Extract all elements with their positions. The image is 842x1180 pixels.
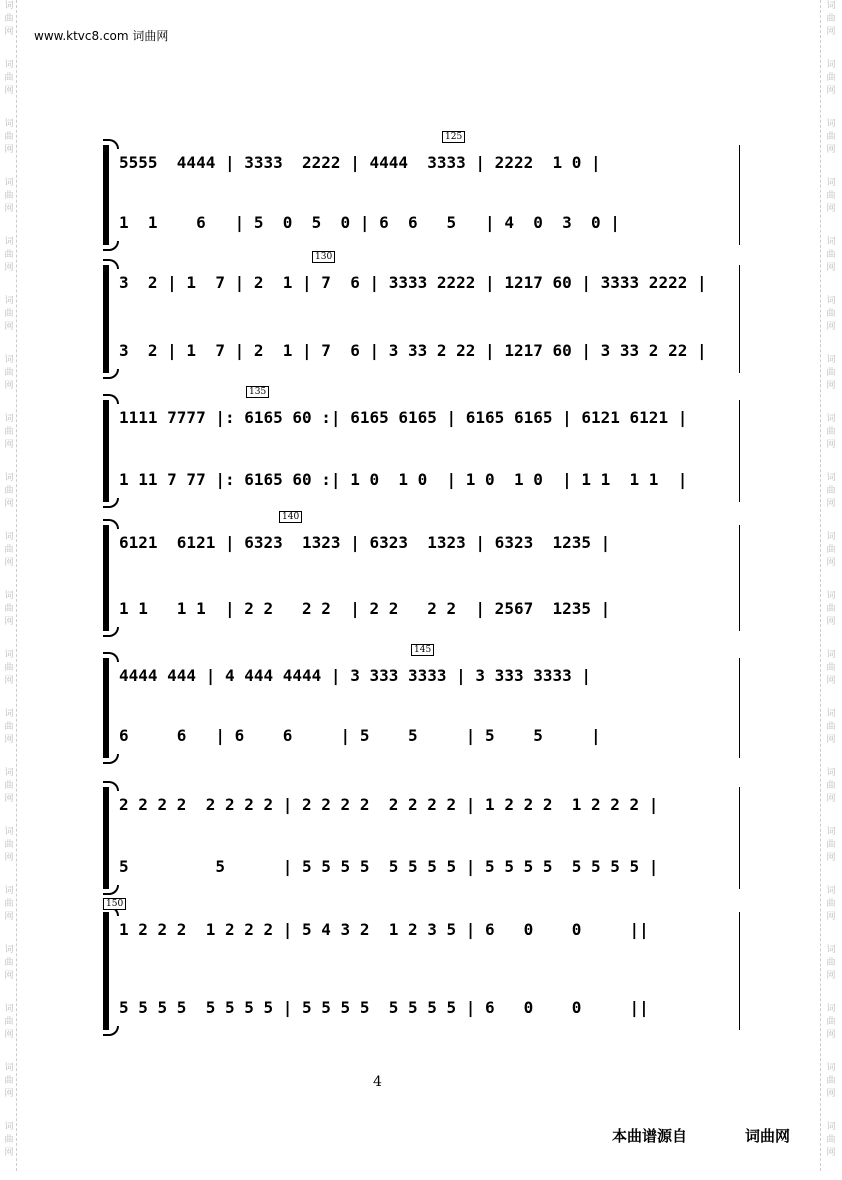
watermark-glyph: 曲 <box>4 132 14 142</box>
watermark-glyph: 曲 <box>826 781 836 791</box>
left-margin-line <box>16 0 17 1171</box>
watermark-glyph: 词 <box>826 827 836 837</box>
score-system <box>103 512 743 631</box>
measure-number: 125 <box>442 131 465 143</box>
watermark-spacer <box>824 747 838 767</box>
watermark-glyph: 词 <box>4 414 14 424</box>
watermark-glyph: 曲 <box>4 191 14 201</box>
watermark-glyph: 网 <box>4 27 14 37</box>
watermark-glyph: 曲 <box>826 1076 836 1086</box>
watermark-spacer <box>824 806 838 826</box>
watermark-glyph: 网 <box>4 204 14 214</box>
watermark-spacer <box>824 865 838 885</box>
upper-staff-notes: 1 2 2 2 1 2 2 2 | 5 4 3 2 1 2 3 5 | 6 0 0 || <box>119 919 649 939</box>
watermark-spacer <box>2 1101 16 1121</box>
score-system <box>103 252 743 373</box>
watermark-glyph: 网 <box>4 440 14 450</box>
watermark-spacer <box>824 98 838 118</box>
watermark-glyph: 曲 <box>826 132 836 142</box>
watermark-glyph: 网 <box>4 1089 14 1099</box>
watermark-glyph: 网 <box>826 794 836 804</box>
watermark-glyph: 曲 <box>826 427 836 437</box>
watermark-spacer <box>2 216 16 236</box>
watermark-glyph: 网 <box>826 1089 836 1099</box>
lower-staff-notes: 5 5 | 5 5 5 5 5 5 5 5 | 5 5 5 5 5 5 5 5 | <box>119 856 659 876</box>
measure-number: 140 <box>279 511 302 523</box>
watermark-glyph: 网 <box>826 86 836 96</box>
system-bracket <box>103 145 109 245</box>
watermark-glyph: 曲 <box>826 309 836 319</box>
watermark-spacer <box>824 924 838 944</box>
watermark-glyph: 词 <box>826 296 836 306</box>
watermark-glyph: 曲 <box>826 486 836 496</box>
watermark-glyph: 曲 <box>4 1017 14 1027</box>
watermark-spacer <box>824 1101 838 1121</box>
watermark-glyph: 网 <box>4 1030 14 1040</box>
watermark-glyph: 网 <box>826 145 836 155</box>
source-name[interactable]: 词曲网 <box>745 1127 791 1145</box>
lower-staff <box>119 851 743 881</box>
upper-staff <box>119 660 743 690</box>
lower-staff-notes: 1 1 6 | 5 0 5 0 | 6 6 5 | 4 0 3 0 | <box>119 212 620 232</box>
watermark-glyph: 词 <box>4 237 14 247</box>
watermark-glyph: 曲 <box>4 958 14 968</box>
watermark-glyph: 曲 <box>826 958 836 968</box>
watermark-spacer <box>2 452 16 472</box>
watermark-glyph: 词 <box>826 1 836 11</box>
source-credit <box>612 1125 790 1146</box>
watermark-glyph: 网 <box>826 381 836 391</box>
watermark-spacer <box>824 511 838 531</box>
watermark-glyph: 词 <box>826 1004 836 1014</box>
score-system <box>103 132 743 245</box>
lower-staff <box>119 720 743 750</box>
lower-staff-notes: 5 5 5 5 5 5 5 5 | 5 5 5 5 5 5 5 5 | 6 0 0 || <box>119 997 649 1017</box>
watermark-glyph: 词 <box>4 1004 14 1014</box>
watermark-glyph: 词 <box>4 650 14 660</box>
watermark-glyph: 词 <box>826 591 836 601</box>
watermark-glyph: 曲 <box>826 840 836 850</box>
lower-staff-notes: 3 2 | 1 7 | 2 1 | 7 6 | 3 33 2 22 | 1217 60 | 3 33 2 22 | <box>119 340 707 360</box>
watermark-spacer <box>824 216 838 236</box>
upper-staff <box>119 914 743 944</box>
watermark-glyph: 网 <box>826 676 836 686</box>
watermark-spacer <box>2 688 16 708</box>
watermark-glyph: 词 <box>4 119 14 129</box>
upper-staff <box>119 402 743 432</box>
watermark-glyph: 网 <box>826 440 836 450</box>
watermark-glyph: 网 <box>826 558 836 568</box>
watermark-glyph: 网 <box>826 853 836 863</box>
watermark-glyph: 词 <box>826 178 836 188</box>
watermark-spacer <box>824 157 838 177</box>
end-barline <box>739 912 740 1030</box>
upper-staff-notes: 6121 6121 | 6323 1323 | 6323 1323 | 6323 1235 | <box>119 532 611 552</box>
watermark-glyph: 词 <box>4 709 14 719</box>
watermark-glyph: 词 <box>4 591 14 601</box>
lower-staff-notes: 1 1 1 1 | 2 2 2 2 | 2 2 2 2 | 2567 1235 | <box>119 598 611 618</box>
watermark-glyph: 曲 <box>826 604 836 614</box>
watermark-glyph: 词 <box>4 60 14 70</box>
watermark-glyph: 词 <box>4 945 14 955</box>
watermark-glyph: 词 <box>4 1063 14 1073</box>
watermark-spacer <box>2 157 16 177</box>
watermark-glyph: 词 <box>826 414 836 424</box>
source-label: 本曲谱源自 <box>612 1127 688 1145</box>
watermark-glyph: 网 <box>4 735 14 745</box>
watermark-glyph: 曲 <box>4 722 14 732</box>
watermark-glyph: 曲 <box>4 427 14 437</box>
watermark-spacer <box>824 39 838 59</box>
watermark-glyph: 曲 <box>826 368 836 378</box>
lower-staff <box>119 992 743 1022</box>
measure-number: 135 <box>246 386 269 398</box>
watermark-glyph: 词 <box>4 355 14 365</box>
system-bracket <box>103 912 109 1030</box>
lower-staff-notes: 1 11 7 77 |: 6165 60 :| 1 0 1 0 | 1 0 1 0 | 1 1 1 1 | <box>119 469 688 489</box>
watermark-glyph: 词 <box>826 60 836 70</box>
watermark-glyph: 词 <box>826 709 836 719</box>
watermark-glyph: 曲 <box>826 191 836 201</box>
system-bracket <box>103 265 109 373</box>
score-system <box>103 387 743 502</box>
watermark-spacer <box>824 1042 838 1062</box>
watermark-glyph: 曲 <box>4 14 14 24</box>
watermark-glyph: 曲 <box>4 73 14 83</box>
watermark-glyph: 曲 <box>4 1076 14 1086</box>
watermark-glyph: 曲 <box>4 663 14 673</box>
watermark-glyph: 词 <box>826 355 836 365</box>
watermark-spacer <box>824 570 838 590</box>
watermark-spacer <box>824 393 838 413</box>
watermark-glyph: 词 <box>826 945 836 955</box>
watermark-spacer <box>2 393 16 413</box>
left-watermark-column <box>2 0 16 1180</box>
watermark-glyph: 网 <box>826 617 836 627</box>
watermark-glyph: 词 <box>826 532 836 542</box>
watermark-spacer <box>2 570 16 590</box>
watermark-spacer <box>2 924 16 944</box>
upper-staff-notes: 5555 4444 | 3333 2222 | 4444 3333 | 2222 1 0 | <box>119 152 601 172</box>
measure-number: 150 <box>103 898 126 910</box>
watermark-spacer <box>2 511 16 531</box>
watermark-glyph: 曲 <box>826 250 836 260</box>
measure-number: 130 <box>312 251 335 263</box>
watermark-glyph: 网 <box>826 204 836 214</box>
watermark-spacer <box>824 1160 838 1180</box>
watermark-glyph: 网 <box>4 263 14 273</box>
watermark-glyph: 曲 <box>4 840 14 850</box>
watermark-glyph: 词 <box>4 178 14 188</box>
watermark-glyph: 词 <box>826 886 836 896</box>
watermark-spacer <box>824 275 838 295</box>
watermark-glyph: 词 <box>826 768 836 778</box>
watermark-glyph: 网 <box>4 794 14 804</box>
watermark-glyph: 词 <box>4 473 14 483</box>
upper-staff <box>119 789 743 819</box>
end-barline <box>739 787 740 889</box>
watermark-glyph: 词 <box>4 1 14 11</box>
watermark-glyph: 网 <box>826 1148 836 1158</box>
watermark-glyph: 网 <box>826 263 836 273</box>
watermark-glyph: 网 <box>826 912 836 922</box>
watermark-spacer <box>824 688 838 708</box>
upper-staff-notes: 3 2 | 1 7 | 2 1 | 7 6 | 3333 2222 | 1217 60 | 3333 2222 | <box>119 272 707 292</box>
watermark-glyph: 曲 <box>4 604 14 614</box>
watermark-spacer <box>2 334 16 354</box>
watermark-glyph: 曲 <box>4 486 14 496</box>
watermark-glyph: 网 <box>4 558 14 568</box>
watermark-spacer <box>2 1042 16 1062</box>
watermark-glyph: 曲 <box>4 545 14 555</box>
watermark-glyph: 词 <box>4 886 14 896</box>
watermark-spacer <box>2 1160 16 1180</box>
watermark-glyph: 词 <box>4 768 14 778</box>
watermark-glyph: 词 <box>826 237 836 247</box>
watermark-glyph: 网 <box>826 499 836 509</box>
watermark-glyph: 词 <box>4 532 14 542</box>
end-barline <box>739 658 740 758</box>
watermark-glyph: 词 <box>826 650 836 660</box>
site-url[interactable]: www.ktvc8.com 词曲网 <box>34 29 169 43</box>
lower-staff <box>119 335 743 365</box>
watermark-glyph: 网 <box>826 27 836 37</box>
watermark-glyph: 网 <box>4 971 14 981</box>
watermark-glyph: 网 <box>4 499 14 509</box>
upper-staff-notes: 1111 7777 |: 6165 60 :| 6165 6165 | 6165 6165 | 6121 6121 | <box>119 407 688 427</box>
system-bracket <box>103 400 109 502</box>
watermark-glyph: 曲 <box>826 1135 836 1145</box>
watermark-spacer <box>824 983 838 1003</box>
watermark-glyph: 词 <box>826 473 836 483</box>
watermark-glyph: 网 <box>826 1030 836 1040</box>
watermark-spacer <box>2 98 16 118</box>
watermark-glyph: 词 <box>4 296 14 306</box>
watermark-glyph: 曲 <box>826 73 836 83</box>
system-bracket <box>103 787 109 889</box>
end-barline <box>739 265 740 373</box>
upper-staff <box>119 267 743 297</box>
watermark-glyph: 网 <box>4 853 14 863</box>
watermark-glyph: 曲 <box>4 368 14 378</box>
watermark-glyph: 曲 <box>826 663 836 673</box>
upper-staff <box>119 527 743 557</box>
watermark-spacer <box>2 865 16 885</box>
watermark-glyph: 网 <box>826 735 836 745</box>
score-system <box>103 645 743 758</box>
watermark-glyph: 网 <box>4 617 14 627</box>
end-barline <box>739 525 740 631</box>
page-number: 4 <box>373 1074 382 1090</box>
watermark-glyph: 曲 <box>826 14 836 24</box>
watermark-glyph: 曲 <box>826 545 836 555</box>
watermark-spacer <box>824 334 838 354</box>
watermark-glyph: 曲 <box>4 899 14 909</box>
lower-staff-notes: 6 6 | 6 6 | 5 5 | 5 5 | <box>119 725 601 745</box>
watermark-spacer <box>2 806 16 826</box>
upper-staff-notes: 2 2 2 2 2 2 2 2 | 2 2 2 2 2 2 2 2 | 1 2 2 2 1 2 2 2 | <box>119 794 659 814</box>
watermark-glyph: 词 <box>826 1122 836 1132</box>
system-bracket <box>103 525 109 631</box>
watermark-glyph: 词 <box>826 1063 836 1073</box>
watermark-glyph: 词 <box>4 827 14 837</box>
watermark-spacer <box>2 39 16 59</box>
watermark-glyph: 曲 <box>4 250 14 260</box>
watermark-glyph: 网 <box>4 86 14 96</box>
system-bracket <box>103 658 109 758</box>
measure-number: 145 <box>411 644 434 656</box>
watermark-glyph: 网 <box>4 1148 14 1158</box>
score-system <box>103 787 743 889</box>
lower-staff <box>119 593 743 623</box>
watermark-spacer <box>824 629 838 649</box>
watermark-spacer <box>824 452 838 472</box>
watermark-glyph: 网 <box>826 322 836 332</box>
end-barline <box>739 400 740 502</box>
watermark-glyph: 曲 <box>4 309 14 319</box>
watermark-glyph: 曲 <box>826 899 836 909</box>
watermark-glyph: 网 <box>4 381 14 391</box>
watermark-glyph: 网 <box>826 971 836 981</box>
watermark-glyph: 词 <box>4 1122 14 1132</box>
watermark-spacer <box>2 629 16 649</box>
score-system <box>103 899 743 1030</box>
watermark-glyph: 网 <box>4 322 14 332</box>
watermark-glyph: 网 <box>4 145 14 155</box>
upper-staff-notes: 4444 444 | 4 444 4444 | 3 333 3333 | 3 333 3333 | <box>119 665 592 685</box>
right-margin-line <box>820 0 821 1171</box>
right-watermark-column <box>824 0 838 1180</box>
watermark-glyph: 曲 <box>826 722 836 732</box>
watermark-spacer <box>2 747 16 767</box>
upper-staff <box>119 147 743 177</box>
lower-staff <box>119 464 743 494</box>
watermark-glyph: 网 <box>4 676 14 686</box>
watermark-glyph: 曲 <box>4 1135 14 1145</box>
watermark-glyph: 网 <box>4 912 14 922</box>
watermark-glyph: 曲 <box>826 1017 836 1027</box>
lower-staff <box>119 207 743 237</box>
end-barline <box>739 145 740 245</box>
watermark-glyph: 曲 <box>4 781 14 791</box>
watermark-spacer <box>2 275 16 295</box>
watermark-spacer <box>2 983 16 1003</box>
watermark-glyph: 词 <box>826 119 836 129</box>
